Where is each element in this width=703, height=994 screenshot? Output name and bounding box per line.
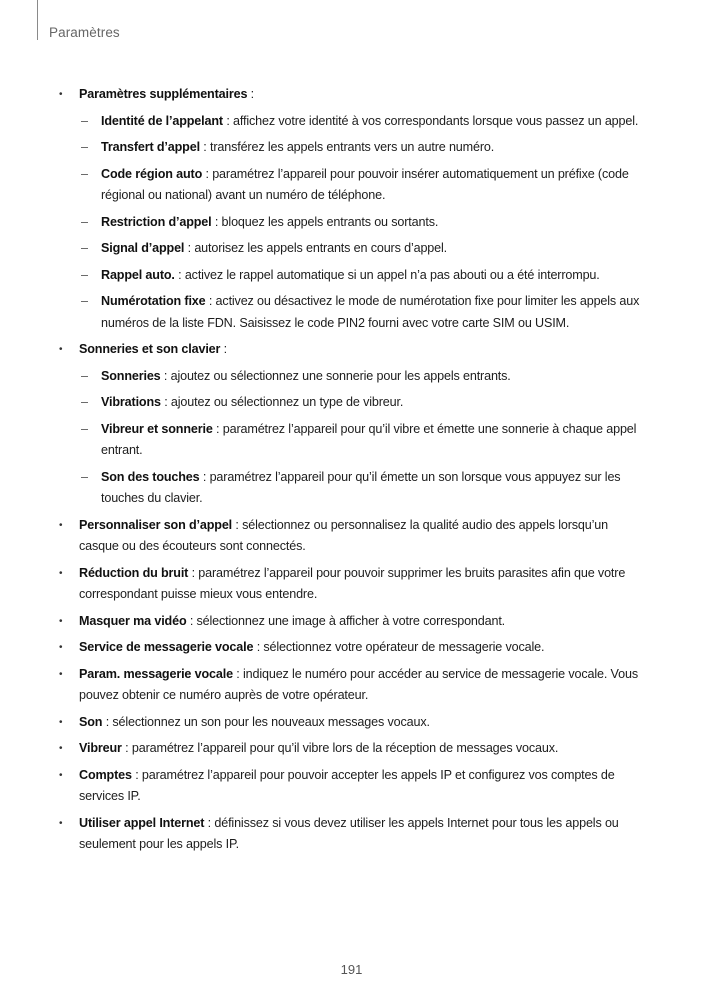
- list-item: [58, 84, 650, 334]
- list-item: [58, 563, 650, 606]
- main-bullet-list: [58, 84, 650, 856]
- sub-list-item: [79, 419, 650, 462]
- setting-description: : bloquez les appels entrants ou sortants.: [211, 214, 439, 229]
- header-divider: [37, 0, 38, 40]
- setting-term: Personnaliser son d’appel: [79, 517, 233, 532]
- settings-description-list: [58, 84, 650, 861]
- setting-term: Signal d’appel: [101, 241, 185, 255]
- setting-term: Comptes: [79, 767, 132, 782]
- setting-term: Transfert d’appel: [101, 140, 200, 154]
- sub-list-item: [79, 164, 650, 207]
- sub-list-item: [79, 137, 650, 159]
- setting-description: : ajoutez ou sélectionnez un type de vibreur.: [160, 395, 404, 409]
- list-item: [58, 738, 650, 760]
- setting-description: : paramétrez l’appareil pour pouvoir insérer automatiquement un préfixe (code régional ou national) avant un numéro de téléphone.: [101, 166, 629, 202]
- setting-description: : transférez les appels entrants vers un autre numéro.: [199, 140, 495, 154]
- setting-description: : définissez si vous devez utiliser les appels Internet pour tous les appels ou seulement pour les appels IP.: [79, 815, 619, 851]
- list-item: [58, 712, 650, 734]
- setting-term: Sonneries et son clavier: [79, 342, 221, 356]
- sub-list-item: [79, 212, 650, 234]
- setting-description: : sélectionnez votre opérateur de messagerie vocale.: [253, 640, 545, 654]
- setting-description: : sélectionnez ou personnalisez la qualité audio des appels lorsqu’un casque ou des écouteurs sont connectés.: [79, 517, 608, 553]
- page-header-title: Paramètres: [49, 25, 120, 40]
- setting-description: : paramétrez l’appareil pour qu’il vibre et émette une sonnerie à chaque appel entrant.: [101, 421, 637, 457]
- list-item: [58, 339, 650, 510]
- setting-term: Vibreur: [79, 741, 122, 755]
- setting-term: Service de messagerie vocale: [79, 640, 254, 654]
- setting-description: : indiquez le numéro pour accéder au service de messagerie vocale. Vous pouvez obtenir ce numéro auprès de votre opérateur.: [79, 666, 638, 702]
- setting-description: : paramétrez l’appareil pour pouvoir supprimer les bruits parasites afin que votre correspondant puisse mieux vous entendre.: [79, 565, 626, 601]
- setting-description: : sélectionnez un son pour les nouveaux messages vocaux.: [102, 714, 430, 729]
- setting-term: Restriction d’appel: [101, 214, 212, 229]
- setting-term: Param. messagerie vocale: [79, 666, 233, 681]
- setting-term: Utiliser appel Internet: [79, 815, 205, 830]
- setting-description: : sélectionnez une image à afficher à votre correspondant.: [186, 613, 506, 628]
- setting-term: Code région auto: [101, 166, 203, 181]
- sub-list: [79, 366, 650, 510]
- list-item: [58, 813, 650, 856]
- setting-description: : autorisez les appels entrants en cours d’appel.: [184, 241, 448, 255]
- setting-description: : paramétrez l’appareil pour pouvoir accepter les appels IP et configurez vos comptes de services IP.: [79, 767, 615, 803]
- setting-term: Vibreur et sonnerie: [101, 421, 213, 436]
- sub-list-item: [79, 467, 650, 510]
- setting-term: Vibrations: [101, 395, 161, 409]
- setting-term: Masquer ma vidéo: [79, 613, 187, 628]
- setting-term: Son: [79, 714, 103, 729]
- sub-list-item: [79, 392, 650, 414]
- setting-term: Réduction du bruit: [79, 565, 189, 580]
- sub-list-item: [79, 265, 650, 287]
- setting-term: Numérotation fixe: [101, 294, 206, 308]
- setting-description: :: [220, 342, 227, 356]
- setting-description: : affichez votre identité à vos correspondants lorsque vous passez un appel.: [222, 113, 639, 128]
- list-item: [58, 664, 650, 707]
- setting-term: Sonneries: [101, 368, 161, 383]
- setting-description: : activez ou désactivez le mode de numérotation fixe pour limiter les appels aux numéros de la liste FDN. Saisissez le code PIN2 fourni avec votre carte SIM ou USIM.: [101, 294, 640, 330]
- sub-list-item: [79, 366, 650, 388]
- list-item: [58, 765, 650, 808]
- page-number: 191: [340, 962, 363, 977]
- setting-term: Identité de l’appelant: [101, 113, 223, 128]
- setting-description: : activez le rappel automatique si un appel n’a pas abouti ou a été interrompu.: [174, 267, 600, 282]
- list-item: [58, 637, 650, 659]
- setting-description: :: [247, 87, 255, 101]
- sub-list-item: [79, 111, 650, 133]
- list-item: [58, 611, 650, 633]
- setting-description: : paramétrez l’appareil pour qu’il émette un son lorsque vous appuyez sur les touches du clavier.: [101, 469, 621, 505]
- list-item: [58, 515, 650, 558]
- sub-list: [79, 111, 650, 335]
- setting-term: Paramètres supplémentaires: [79, 87, 248, 101]
- setting-description: : paramétrez l’appareil pour qu’il vibre lors de la réception de messages vocaux.: [121, 741, 559, 755]
- setting-description: : ajoutez ou sélectionnez une sonnerie pour les appels entrants.: [160, 368, 511, 383]
- setting-term: Rappel auto.: [101, 267, 175, 282]
- sub-list-item: [79, 238, 650, 260]
- sub-list-item: [79, 291, 650, 334]
- setting-term: Son des touches: [101, 469, 200, 484]
